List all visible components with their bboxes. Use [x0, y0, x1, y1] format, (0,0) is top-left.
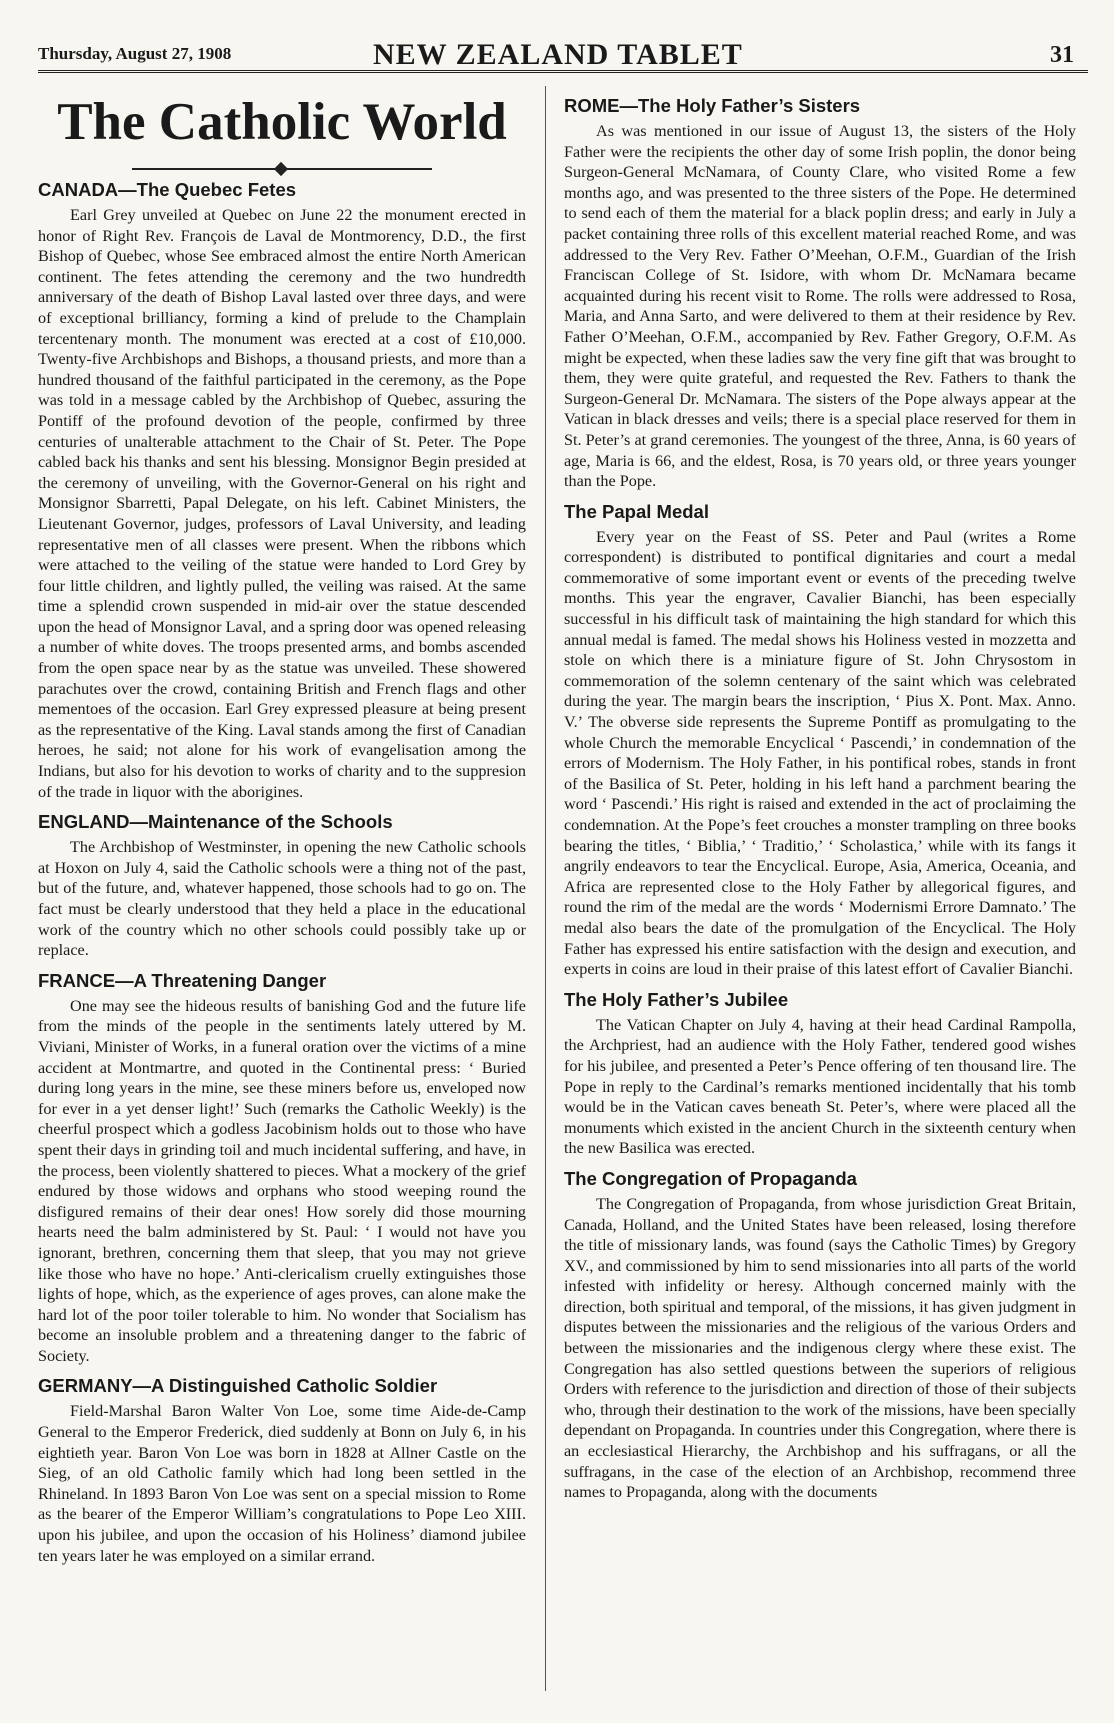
article-paragraph: Field-Marshal Baron Walter Von Loe, some time Aide-de-Camp General to the Emperor Frederick, died suddenly at Bonn on July 6, in his eightieth year. Baron Von Loe was born in 1828 at Allner Castle on the Sieg, of an old Catholic family which had long been settled in the Rhineland. In 1893 Baron Von Loe was sent on a special mission to Rome as the bearer of the Emperor William’s congratulations to Pope Leo XIII. upon his jubilee, and upon the occasion of his Holiness’ diamond jubilee ten years later he was employed on a similar errand.	[38, 1402, 526, 1565]
article-paragraph: One may see the hideous results of banishing God and the future life from the minds of the people in the sentiments lately uttered by M. Viviani, Minister of Works, in a funeral oration over the victims of a mine accident at Montmartre, and quoted in the Continental press: ‘ Buried during long years in the mine, see these miners before us, enveloped now for ever in a yet denser light!’ Such (remarks the Catholic Weekly) is the cheerful prospect which a godless Jacobinism holds out to those who have spent their days in grinding toil and much incidental suffering, and have, in the process, been violently shattered to pieces. What a mockery of the grief endured by those widows and orphans who stood weeping round the disfigured remains of their dear ones! How sorely did those mourning hearts need the balm administered by St. Paul: ‘ I would not have you ignorant, brethren, concerning them that sleep, that you may not grieve like those who have no hope.’ Anti-clericalism cruelly extinguishes those lights of hope, which, as the experience of ages proves, can alone make the hard lot of the poor toiler tolerable to him. No wonder that Socialism has become an insoluble problem and a threatening danger to the fabric of Society.	[38, 996, 526, 1365]
article-heading: CANADA—The Quebec Fetes	[38, 179, 297, 200]
issue-date: Thursday, August 27, 1908	[38, 44, 232, 63]
newspaper-page	[38, 8, 1088, 1708]
article-heading: The Congregation of Propaganda	[564, 1167, 857, 1189]
article-england	[38, 810, 526, 961]
article-paragraph: The Archbishop of Westminster, in opening the new Catholic schools at Hoxon on July 4, said the Catholic schools were a thing not of the past, but of the future, and, whatever happened, those schools had to go on. The fact must be clearly understood that they held a place in the educational work of the country which no other schools could possibly take up or replace.	[38, 838, 526, 960]
page-number: 31	[1050, 42, 1074, 68]
article-papal-medal	[564, 500, 1076, 980]
article-paragraph: As was mentioned in our issue of August 13, the sisters of the Holy Father were the recipients the other day of some Irish poplin, the donor being Surgeon-General McNamara, of County Clare, who visited Rome a few months ago, and was presented to the three sisters of the Pope. He determined to send each of them the material for a black poplin dress; and early in July a packet containing three rolls of this excellent material reached Rome, and was addressed to the Very Rev. Father O’Meehan, O.F.M., Guardian of the Irish Franciscan College of St. Isidore, with whom Dr. McNamara became acquainted during his recent visit to Rome. The rolls were addressed to Rosa, Maria, and Anna Sarto, and were delivered to them at their residence by Rev. Father O’Meehan, O.F.M., accompanied by Rev. Father Gregory, O.F.M. As might be expected, when these ladies saw the very fine gift that was brought to them, they were quite grateful, and requested the Rev. Fathers to thank the Surgeon-General Dr. McNamara. The sisters of the Pope always appear at the Vatican in black dresses and veils; there is a special place reserved for them in St. Peter’s at grand ceremonies. The youngest of the three, Anna, is 60 years of age, Maria is 66, and the eldest, Rosa, is 70 years old, or three years younger than the Pope.	[564, 122, 1076, 491]
article-rome-sisters	[564, 94, 1076, 492]
article-canada	[38, 178, 526, 802]
article-heading: The Holy Father’s Jubilee	[564, 988, 789, 1010]
article-jubilee	[564, 988, 1076, 1159]
article-heading: FRANCE—A Threatening Danger	[38, 969, 327, 991]
article-france	[38, 969, 526, 1367]
section-title: The Catholic World	[57, 93, 507, 151]
left-column	[38, 86, 526, 1570]
article-paragraph: Every year on the Feast of SS. Peter and Paul (writes a Rome correspondent) is distributed to pontifical dignitaries and court a medal commemorative of some important event or events of the preceding twelve months. This year the engraver, Cavalier Bianchi, has been especially successful in his difficult task of maintaining the high standard for which this annual medal is famed. The medal shows his Holiness vested in mozzetta and stole on which there is a miniature figure of St. John Chrysostom in commemoration of the solemn centenary of the saint which was celebrated during the year. The margin bears the inscription, ‘ Pius X. Pont. Max. Anno. V.’ The obverse side represents the Supreme Pontiff as promulgating to the whole Church the memorable Encyclical ‘ Pascendi,’ in condemnation of the errors of Modernism. The Holy Father, in his pontifical robes, stands in front of the Basilica of St. Peter, holding in his left hand a parchment bearing the word ‘ Pascendi.’ His right is raised and extended in the act of proclaiming the condemnation. At the Pope’s feet crouches a monster trampling on three books bearing the titles, ‘ Biblia,’ ‘ Traditio,’ ‘ Scholastica,’ while with its fangs it angrily endeavors to tear the Encyclical. Europe, Asia, America, Oceania, and Africa are represented close to the Holy Father by allegorical figures, and round the rim of the medal are the words ‘ Modernismi Errore Damnato.’ The medal also bears the date of the promulgation of the Encyclical. The Holy Father has expressed his entire satisfaction with the design and execution, and experts in coins are loud in their praise of this latest effort of Cavalier Bianchi.	[564, 527, 1076, 979]
article-heading: The Papal Medal	[564, 500, 709, 522]
article-heading: ROME—The Holy Father’s Sisters	[564, 95, 861, 116]
column-divider	[545, 86, 546, 1691]
page-header	[38, 8, 1088, 73]
title-ornament-rule	[132, 168, 432, 170]
article-heading: ENGLAND—Maintenance of the Schools	[38, 811, 393, 833]
article-propaganda	[564, 1167, 1076, 1503]
article-paragraph: The Vatican Chapter on July 4, having at their head Cardinal Rampolla, the Archpriest, had an audience with the Holy Father, tendered good wishes for his jubilee, and presented a Peter’s Pence offering of ten thousand lire. The Pope in reply to the Cardinal’s remarks mentioned incidentally that his tomb would be in the Vatican caves beneath St. Peter’s, where were placed all the monuments which existed in the ancient Church in the sixteenth century when the new Basilica was erected.	[564, 1015, 1076, 1158]
right-column	[564, 86, 1076, 1507]
article-germany	[38, 1374, 526, 1566]
article-heading: GERMANY—A Distinguished Catholic Soldier	[38, 1375, 438, 1397]
article-paragraph: Earl Grey unveiled at Quebec on June 22 the monument erected in honor of Right Rev. François de Laval de Montmorency, D.D., the first Bishop of Quebec, whose See embraced almost the entire North American continent. The fetes attending the ceremony and the two hundredth anniversary of the death of Bishop Laval lasted over three days, and were of exceptional brilliancy, forming a kind of prelude to the Champlain tercentenary month. The monument was erected at a cost of £10,000. Twenty-five Archbishops and Bishops, a thousand priests, and more than a hundred thousand of the faithful participated in the ceremony, as the Pope was told in a message cabled by the Archbishop of Quebec, assuring the Pontiff of the profound devotion of the people, confirmed by three centuries of unalterable attachment to the Chair of St. Peter. The Pope cabled back his thanks and sent his blessing. Monsignor Begin presided at the ceremony of unveiling, with the Governor-General on his right and Monsignor Sbarretti, Papal Delegate, on his left. Cabinet Ministers, the Lieutenant Governor, judges, professors of Laval University, and leading representative men of all classes were present. When the ribbons which were attached to the veiling of the statue were handed to Lord Grey by four little children, and lightly pulled, the veiling was raised. At the same time a splendid crown suspended in mid-air over the statue descended upon the head of Monsignor Laval, and a spring door was opened releasing a number of white doves. The troops presented arms, and bombs ascended from the open space near by as the statue was unveiled. These showered parachutes over the crowd, containing British and French flags and other mementoes of the occasion. Earl Grey expressed pleasure at being present as the representative of the King. Laval stands among the first of Canadian heroes, he said; not alone for his work of evangelisation among the Indians, but also for his devotion to works of charity and to the suppresion of the trade in liquor with the aborigines.	[38, 206, 526, 801]
article-paragraph: The Congregation of Propaganda, from whose jurisdiction Great Britain, Canada, Holland, and the United States have been released, losing therefore the title of missionary lands, was found (says the Catholic Times) by Gregory XV., and commissioned by him to send missionaries into all parts of the world infested with infidelity or heresy. Although concerned mainly with the direction, both spiritual and temporal, of the missions, it has given judgment in disputes between the missionaries and the religious of the various Orders and between the missionaries and the indigenous clergy where these exist. The Congregation has also settled questions between the superiors of religious Orders with reference to the jurisdiction and direction of those of their subjects who, through their destination to the work of the missions, have been specially dependant on Propaganda. In countries under this Congregation, where there is an ecclesiastical Hierarchy, the Archbishop and his suffragans, or all the suffragans, in the case of the election of an Archbishop, recommend three names to Propaganda, along with the documents	[564, 1194, 1076, 1502]
masthead-title: NEW ZEALAND TABLET	[373, 38, 743, 71]
